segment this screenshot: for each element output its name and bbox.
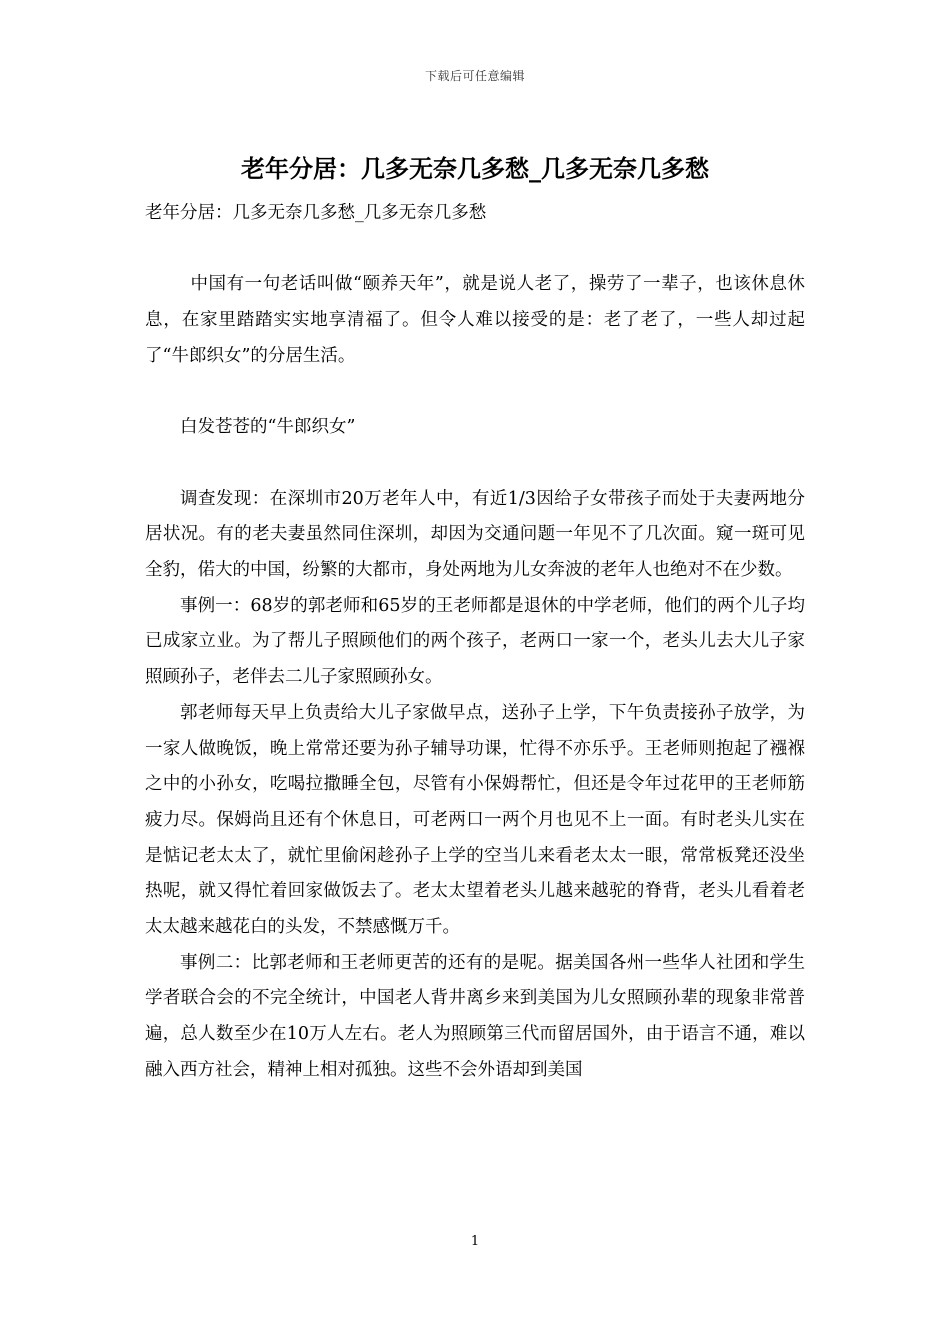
paragraph-survey: 调查发现：在深圳市20万老年人中，有近1/3因给子女带孩子而处于夫妻两地分居状况。有的老夫妻虽然同住深圳，却因为交通问题一年见不了几次面。窥一斑可见全豹，偌大的中国，纷繁的大都市，身处两地为儿女奔波的老年人也绝对不在少数。 [145,488,805,580]
document-body [145,196,805,1089]
section-heading: 白发苍苍的“牛郎织女” [180,417,356,438]
paragraph-case-one-detail: 郭老师每天早上负责给大儿子家做早点，送孙子上学，下午负责接孙子放学，为一家人做晚饭，晚上常常还要为孙子辅导功课，忙得不亦乐乎。王老师则抱起了襁褓之中的小孙女，吃喝拉撒睡全包，尽管有小保姆帮忙，但还是令年过花甲的王老师筋疲力尽。保姆尚且还有个休息日，可老两口一两个月也见不上一面。有时老头儿实在是惦记老太太了，就忙里偷闲趁孙子上学的空当儿来看老太太一眼，常常板凳还没坐热呢，就又得忙着回家做饭去了。老太太望着老头儿越来越驼的脊背，老头儿看着老太太越来越花白的头发，不禁感慨万千。 [145,702,805,938]
paragraph-case-two: 事例二：比郭老师和王老师更苦的还有的是呢。据美国各州一些华人社团和学生学者联合会的不完全统计，中国老人背井离乡来到美国为儿女照顾孙辈的现象非常普遍，总人数至少在10万人左右。老人为照顾第三代而留居国外，由于语言不通，难以融入西方社会，精神上相对孤独。这些不会外语却到美国 [145,952,805,1080]
blank-line [145,375,805,411]
document-title: 老年分居：几多无奈几多愁_几多无奈几多愁 [241,154,709,183]
page-number: 1 [470,1234,480,1249]
blank-line [145,232,805,268]
paragraph-intro: 中国有一句老话叫做“颐养天年”，就是说人老了，操劳了一辈子，也该休息休息，在家里踏踏实实地享清福了。但令人难以接受的是：老了老了，一些人却过起了“牛郎织女”的分居生活。 [145,274,805,366]
document-subtitle: 老年分居：几多无奈几多愁_几多无奈几多愁 [145,203,487,223]
paragraph-case-one: 事例一：68岁的郭老师和65岁的王老师都是退休的中学老师，他们的两个儿子均已成家立业。为了帮儿子照顾他们的两个孩子，老两口一家一个，老头儿去大儿子家照顾孙子，老伴去二儿子家照顾孙女。 [145,595,805,688]
blank-line [145,446,805,482]
header-note: 下载后可任意编辑 [424,69,525,83]
